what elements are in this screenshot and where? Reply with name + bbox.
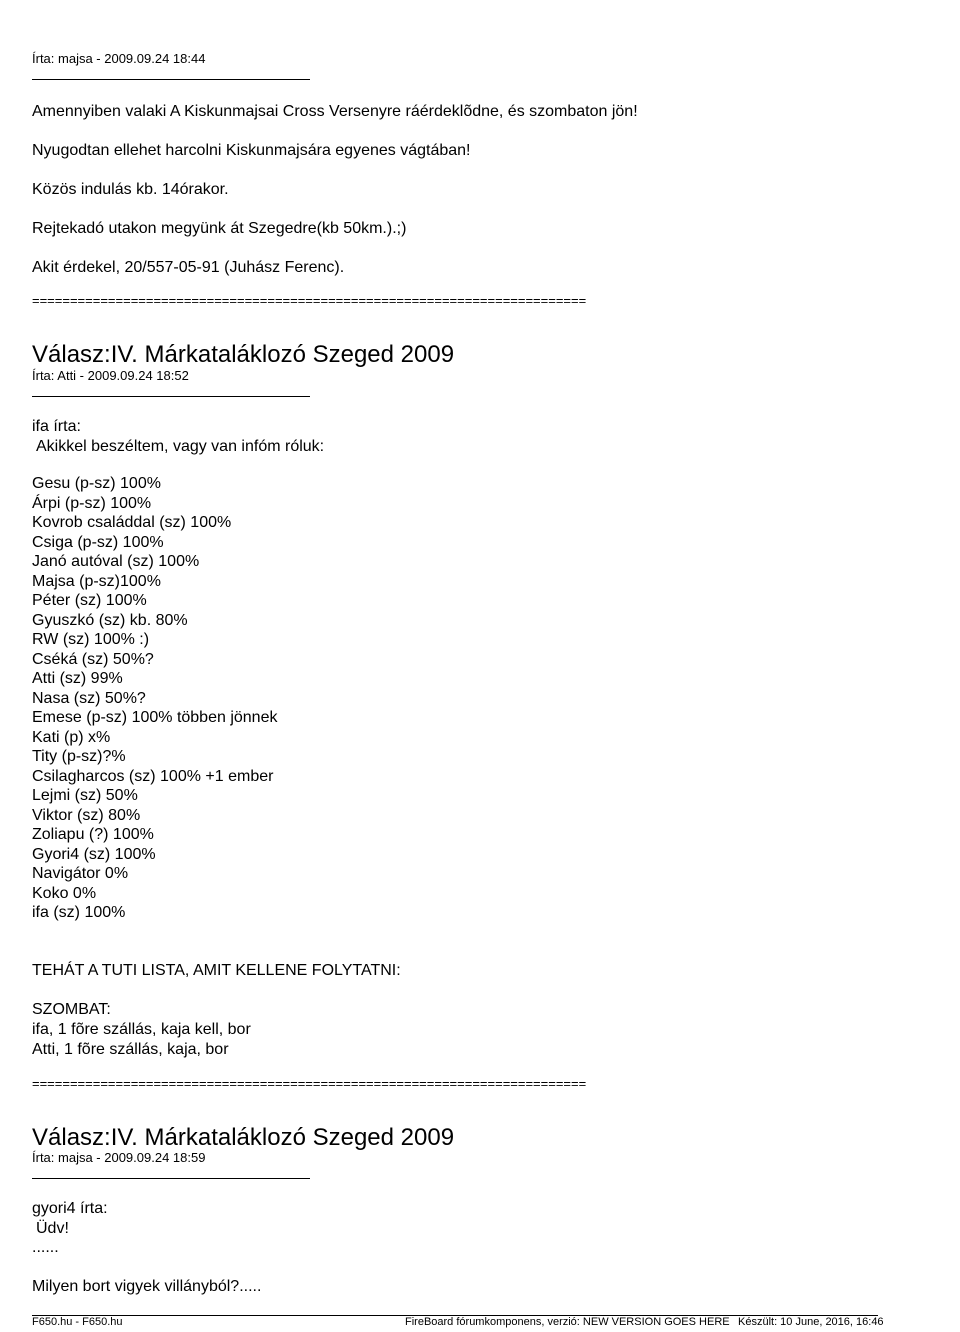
divider (32, 79, 310, 80)
quote-author: gyori4 írta: (32, 1200, 108, 1217)
footer-component: FireBoard fórumkomponens, verzió: NEW VERSION GOES HERE (405, 1316, 730, 1328)
list-item: Gesu (p-sz) 100% (32, 475, 161, 492)
day-line: Atti, 1 fõre szállás, kaja, bor (32, 1041, 229, 1058)
list-item: Navigátor 0% (32, 865, 129, 882)
list-item: ifa (sz) 100% (32, 904, 126, 921)
separator: ========================================================================= (32, 293, 587, 308)
list-item: Lejmi (sz) 50% (32, 787, 138, 804)
list-item: Tity (p-sz)?% (32, 748, 126, 765)
footer-timestamp: Készült: 10 June, 2016, 16:46 (738, 1316, 884, 1328)
list-item: Nasa (sz) 50%? (32, 689, 146, 707)
post-line: Nyugodtan ellehet harcolni Kiskunmajsára egyenes vágtában! (32, 142, 471, 159)
separator: ========================================================================= (32, 1076, 587, 1091)
list-item: Majsa (p-sz)100% (32, 572, 161, 590)
post-title: Válasz:IV. Márkataláklozó Szeged 2009 (32, 341, 455, 368)
list-item: Kovrob családdal (sz) 100% (32, 514, 232, 531)
quote-text: Akikkel beszéltem, vagy van infóm róluk: (36, 438, 325, 455)
post-line: Milyen bort vigyek villányból?..... (32, 1278, 262, 1295)
list-item: Csilagharcos (sz) 100% +1 ember (32, 767, 274, 785)
post-meta: Írta: majsa - 2009.09.24 18:44 (32, 51, 206, 66)
divider (32, 1178, 310, 1179)
divider (32, 396, 310, 397)
list-item: Péter (sz) 100% (32, 592, 147, 609)
ellipsis-text: ...... (32, 1239, 59, 1256)
list-item: Gyuszkó (sz) kb. 80% (32, 611, 188, 629)
footer-site: F650.hu - F650.hu (32, 1316, 123, 1328)
post-line: Közös indulás kb. 14órakor. (32, 181, 229, 198)
list-item: RW (sz) 100% :) (32, 631, 150, 648)
post-title: Válasz:IV. Márkataláklozó Szeged 2009 (32, 1124, 455, 1151)
list-item: Viktor (sz) 80% (32, 806, 141, 824)
day-heading: SZOMBAT: (32, 1001, 111, 1018)
list-item: Koko 0% (32, 884, 97, 902)
post-meta: Írta: Atti - 2009.09.24 18:52 (32, 368, 189, 383)
quote-author: ifa írta: (32, 418, 81, 435)
list-item: Gyori4 (sz) 100% (32, 845, 156, 863)
list-item: Csiga (p-sz) 100% (32, 533, 164, 551)
post-meta: Írta: majsa - 2009.09.24 18:59 (32, 1150, 206, 1165)
attendee-list (32, 474, 277, 923)
list-item: Atti (sz) 99% (32, 670, 123, 687)
post-line: Rejtekadó utakon megyünk át Szegedre(kb 50km.).;) (32, 220, 407, 237)
list-item: Emese (p-sz) 100% többen jönnek (32, 709, 278, 726)
post-line: Akit érdekel, 20/557-05-91 (Juhász Ferenc). (32, 259, 345, 276)
quote-text: Üdv! (36, 1220, 69, 1237)
list-item: Cséká (sz) 50%? (32, 650, 154, 668)
summary-heading: TEHÁT A TUTI LISTA, AMIT KELLENE FOLYTATNI: (32, 962, 401, 979)
list-item: Kati (p) x% (32, 728, 111, 746)
list-item: Zoliapu (?) 100% (32, 826, 154, 843)
list-item: Janó autóval (sz) 100% (32, 553, 200, 570)
day-line: ifa, 1 fõre szállás, kaja kell, bor (32, 1021, 251, 1038)
post-line: Amennyiben valaki A Kiskunmajsai Cross Versenyre ráérdeklõdne, és szombaton jön! (32, 103, 638, 120)
list-item: Árpi (p-sz) 100% (32, 494, 152, 512)
